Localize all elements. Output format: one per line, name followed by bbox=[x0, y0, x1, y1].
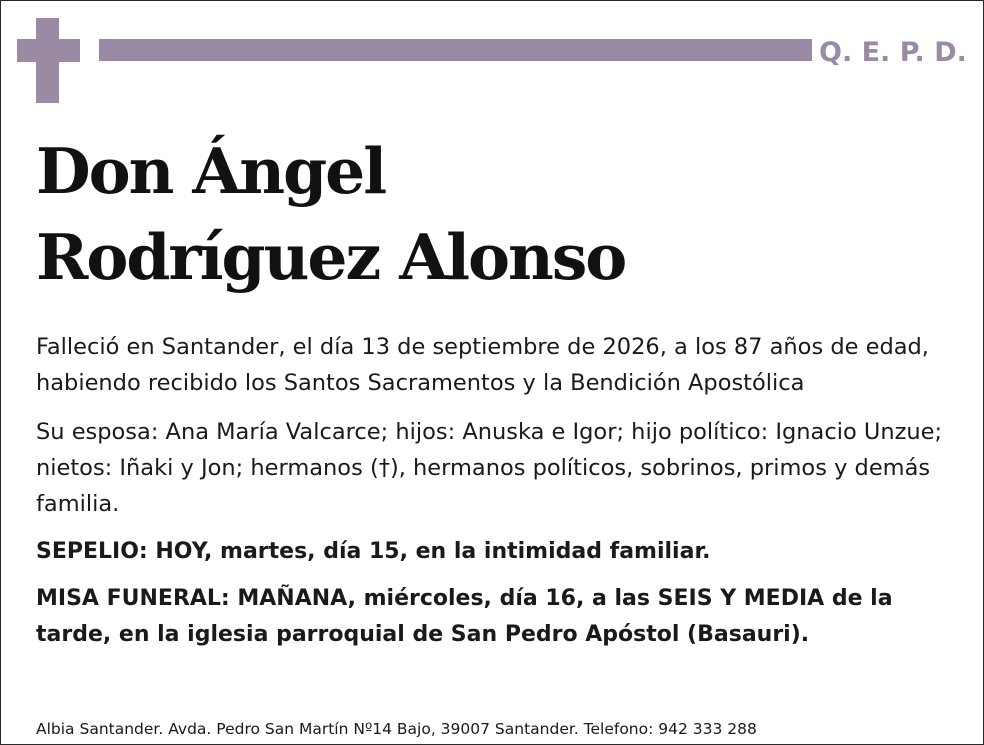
death-notice-paragraph: Falleció en Santander, el día 13 de septiembre de 2026, a los 87 años de edad, habiendo recibido los Santos Sacramentos y la Bendición Apostólica bbox=[36, 334, 929, 396]
header-rule bbox=[99, 39, 812, 61]
family-paragraph: Su esposa: Ana María Valcarce; hijos: Anuska e Igor; hijo político: Ignacio Unzue; nietos: Iñaki y Jon; hermanos (†), hermanos políticos, sobrinos, primos y demás familia. bbox=[36, 419, 943, 517]
burial-paragraph: SEPELIO: HOY, martes, día 15, en la intimidad familiar. bbox=[36, 539, 711, 564]
deceased-name-line-2: Rodríguez Alonso bbox=[36, 220, 626, 294]
cross-horizontal-bar bbox=[17, 39, 80, 62]
deceased-name bbox=[36, 128, 625, 300]
funeral-mass-paragraph: MISA FUNERAL: MAÑANA, miércoles, día 16, a las SEIS Y MEDIA de la tarde, en la iglesia parroquial de San Pedro Apóstol (Basauri). bbox=[36, 586, 893, 647]
qepd-label: Q. E. P. D. bbox=[819, 37, 967, 68]
funeral-home-footer: Albia Santander. Avda. Pedro San Martín Nº14 Bajo, 39007 Santander. Telefono: 942 333 288 bbox=[36, 720, 757, 738]
deceased-name-line-1: Don Ángel bbox=[36, 134, 386, 208]
